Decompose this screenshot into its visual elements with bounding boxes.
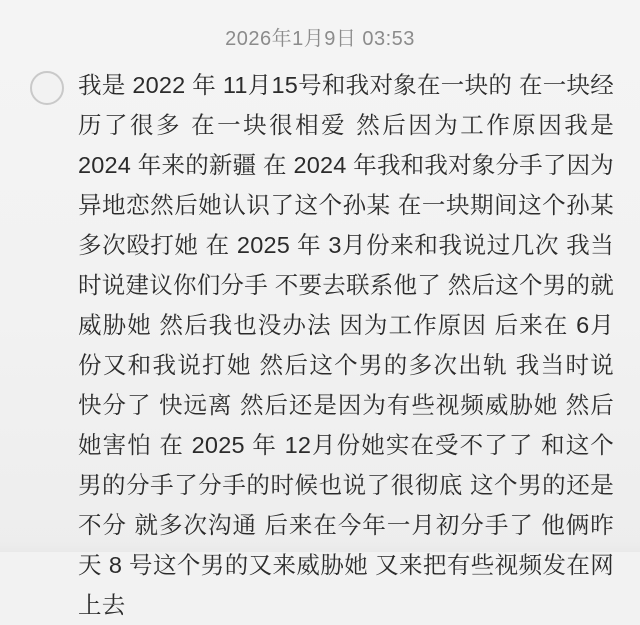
message-timestamp: 2026年1月9日 03:53 bbox=[225, 28, 415, 50]
avatar[interactable] bbox=[30, 71, 64, 105]
message-item bbox=[0, 65, 640, 625]
message-text: 我是 2022 年 11月15号和我对象在一块的 在一块经历了很多 在一块很相爱 然后因为工作原因我是 2024 年来的新疆 在 2024 年我和我对象分手了因为异地恋然后她认识了这个孙某 在一块期间这个孙某多次殴打她 在 2025 年 3月份来和我说过几次 我当时说建议你们分手 不要去联系他了 然后这个男的就威胁她 然后我也没办法 因为工作原因 后来在 6月份又和我说打她 然后这个男的多次出轨 我当时说 快分了 快远离 然后还是因为有些视频威胁她 然后她害怕 在 2025 年 12月份她实在受不了了 和这个男的分手了分手的时候也说了很彻底 这个男的还是不分 就多次沟通 后来在今年一月初分手了 他俩昨天 8 号这个男的又来威胁她 又来把有些视频发在网上去 bbox=[78, 72, 621, 618]
